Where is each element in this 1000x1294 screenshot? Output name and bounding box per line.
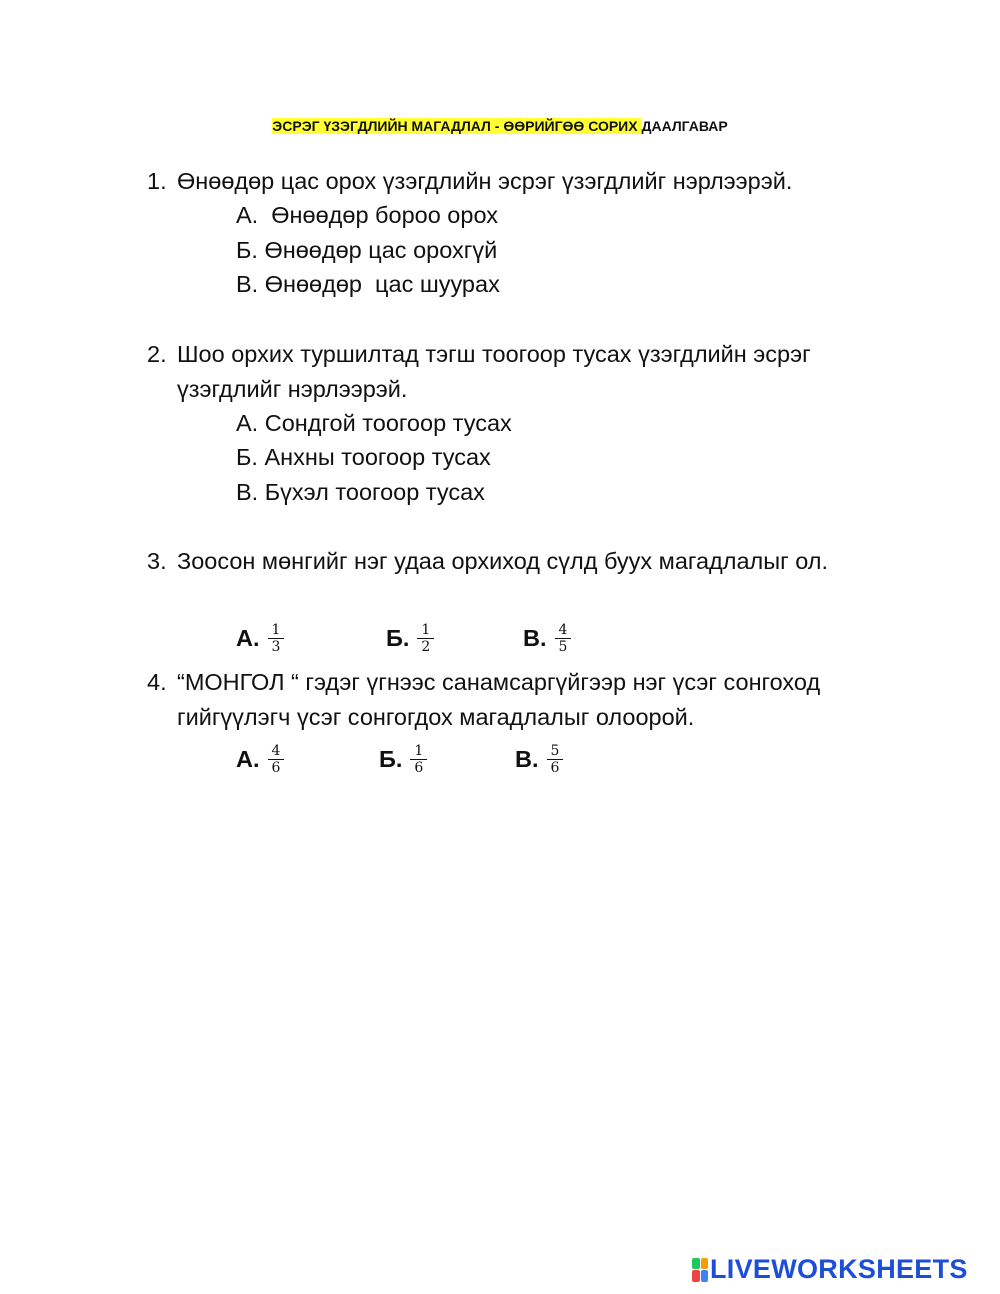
numerator: 4 [271,742,281,759]
option-label: В. [515,745,539,772]
question-number: 3. [147,548,167,574]
title-separator: - [490,118,504,134]
numerator: 1 [414,742,424,759]
fraction [410,743,427,776]
q1-option-c[interactable]: В. Өнөөдөр цас шуурах [236,271,500,297]
q3-option-a[interactable] [236,616,284,660]
fraction [555,622,572,655]
q3-option-b[interactable] [386,616,434,660]
denominator: 6 [547,759,564,776]
option-label: В. [523,624,547,651]
question-4 [147,665,907,734]
question-number: 1. [147,168,167,194]
denominator: 5 [555,638,572,655]
liveworksheets-logo-icon [692,1258,708,1282]
question-text: Шоо орхих туршилтад тэгш тоогоор тусах үзэгдлийн эсрэг үзэгдлийг нэрлээрэй. [177,341,811,402]
option-label: А. [236,624,260,651]
question-number: 2. [147,341,167,367]
liveworksheets-logo [692,1254,968,1285]
numerator: 5 [550,742,560,759]
numerator: 1 [421,621,431,638]
denominator: 2 [417,638,434,655]
q2-option-c[interactable]: В. Бүхэл тоогоор тусах [236,479,485,505]
q1-option-a[interactable]: А. Өнөөдөр бороо орох [236,202,498,228]
denominator: 6 [410,759,427,776]
q2-option-a[interactable]: А. Сондгой тоогоор тусах [236,410,512,436]
option-label: Б. [386,624,410,651]
q4-option-c[interactable] [515,737,563,781]
fraction [547,743,564,776]
q4-option-b[interactable] [379,737,427,781]
fraction [417,622,434,655]
option-label: А. [236,745,260,772]
question-number: 4. [147,669,167,695]
fraction [268,743,285,776]
question-3 [147,544,907,579]
denominator: 6 [268,759,285,776]
title-topic: ЭСРЭГ ҮЗЭГДЛИЙН МАГАДЛАЛ [272,118,491,134]
question-text: “МОНГОЛ “ гэдэг үгнээс санамсаргүйгээр нэг үсэг сонгоход гийгүүлэгч үсэг сонгогдох магадлалыг олоорой. [177,669,821,730]
fraction [268,622,285,655]
q3-option-c[interactable] [523,616,571,660]
worksheet-title [0,118,1000,134]
q2-option-b[interactable]: Б. Анхны тоогоор тусах [236,444,491,470]
q1-option-b[interactable]: Б. Өнөөдөр цас орохгүй [236,237,498,263]
title-task: ДААЛГАВАР [641,118,728,134]
q4-option-a[interactable] [236,737,284,781]
question-2 [147,337,907,406]
question-text: Зоосон мөнгийг нэг удаа орхиход сүлд буух магадлалыг ол. [177,548,829,574]
denominator: 3 [268,638,285,655]
question-text: Өнөөдөр цас орох үзэгдлийн эсрэг үзэгдлийг нэрлээрэй. [177,168,793,194]
question-1 [147,164,907,199]
numerator: 4 [558,621,568,638]
title-self-check: ӨӨРИЙГӨӨ СОРИХ [503,118,642,134]
option-label: Б. [379,745,403,772]
numerator: 1 [271,621,281,638]
liveworksheets-logo-text: LIVEWORKSHEETS [710,1254,968,1284]
